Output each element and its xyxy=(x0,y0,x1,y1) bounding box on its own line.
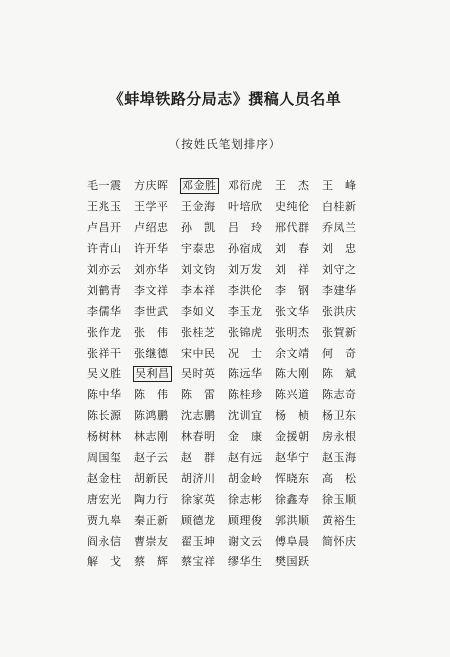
person-name: 陶力行 xyxy=(134,492,169,506)
name-cell xyxy=(321,326,368,340)
name-cell xyxy=(180,263,227,277)
person-name: 邓金胜 xyxy=(182,179,217,193)
name-row xyxy=(86,176,368,197)
name-cell xyxy=(321,179,368,193)
name-cell xyxy=(133,221,180,235)
name-cell xyxy=(274,472,321,486)
name-row xyxy=(86,260,368,281)
person-name: 许青山 xyxy=(87,242,122,256)
person-name: 刘鹤青 xyxy=(87,283,122,297)
name-cell xyxy=(274,388,321,402)
name-row xyxy=(86,531,368,552)
name-cell xyxy=(180,388,227,402)
person-name: 张桂芝 xyxy=(181,325,216,339)
name-cell xyxy=(133,305,180,319)
name-cell xyxy=(180,535,227,549)
person-name: 王兆玉 xyxy=(87,200,122,214)
name-cell xyxy=(133,366,180,382)
person-name: 卢昌开 xyxy=(87,221,122,235)
name-cell xyxy=(274,367,321,381)
person-name: 李如义 xyxy=(181,304,216,318)
name-row xyxy=(86,239,368,260)
person-name: 陈志奇 xyxy=(322,388,357,402)
name-cell xyxy=(180,555,227,569)
name-cell xyxy=(274,493,321,507)
name-cell xyxy=(321,263,368,277)
name-cell xyxy=(274,326,321,340)
name-cell xyxy=(321,200,368,214)
name-row xyxy=(86,280,368,301)
name-cell xyxy=(133,493,180,507)
name-cell xyxy=(227,221,274,235)
person-name: 金援朝 xyxy=(275,430,310,444)
name-cell xyxy=(321,242,368,256)
name-cell xyxy=(227,200,274,214)
name-cell xyxy=(274,284,321,298)
name-cell xyxy=(180,284,227,298)
name-row xyxy=(86,489,368,510)
name-cell xyxy=(133,284,180,298)
name-cell xyxy=(133,472,180,486)
name-cell xyxy=(274,514,321,528)
person-name: 蔡宝祥 xyxy=(181,555,216,569)
name-cell xyxy=(227,430,274,444)
person-name: 沈志鹏 xyxy=(181,409,216,423)
name-cell xyxy=(180,178,227,194)
name-cell xyxy=(86,367,133,381)
person-name: 李 钢 xyxy=(275,283,310,297)
person-name: 宋中民 xyxy=(181,346,216,360)
name-cell xyxy=(86,451,133,465)
name-cell xyxy=(274,555,321,569)
name-cell xyxy=(227,535,274,549)
person-name: 李洪伦 xyxy=(228,283,263,297)
name-cell xyxy=(133,263,180,277)
name-cell xyxy=(133,200,180,214)
name-cell xyxy=(227,472,274,486)
person-name: 孙宿成 xyxy=(228,242,263,256)
name-cell xyxy=(227,347,274,361)
name-cell xyxy=(321,221,368,235)
person-name: 方庆晖 xyxy=(134,179,169,193)
name-cell xyxy=(180,305,227,319)
person-name: 胡新民 xyxy=(134,471,169,485)
person-name: 房永根 xyxy=(322,430,357,444)
name-cell xyxy=(274,430,321,444)
person-name: 解 戈 xyxy=(87,555,122,569)
name-cell xyxy=(180,514,227,528)
person-name: 李文祥 xyxy=(134,283,169,297)
person-name: 况 士 xyxy=(228,346,263,360)
name-cell xyxy=(180,221,227,235)
name-cell xyxy=(227,514,274,528)
name-cell xyxy=(133,326,180,340)
person-name: 胡济川 xyxy=(181,471,216,485)
person-name: 吕 玲 xyxy=(228,221,263,235)
person-name: 傅阜晨 xyxy=(275,534,310,548)
name-cell xyxy=(86,472,133,486)
name-cell xyxy=(227,555,274,569)
name-cell xyxy=(227,367,274,381)
name-row xyxy=(86,364,368,385)
name-row xyxy=(86,385,368,406)
person-name: 陈 斌 xyxy=(322,367,357,381)
name-cell xyxy=(274,263,321,277)
name-cell xyxy=(321,472,368,486)
person-name: 刘文钧 xyxy=(181,263,216,276)
person-name: 杨卫东 xyxy=(322,409,357,423)
name-cell xyxy=(133,242,180,256)
person-name: 叶培欣 xyxy=(228,200,263,214)
name-row xyxy=(86,301,368,322)
name-cell xyxy=(227,451,274,465)
person-name: 张锦虎 xyxy=(228,325,263,339)
name-cell xyxy=(274,242,321,256)
name-cell xyxy=(227,284,274,298)
name-cell xyxy=(133,555,180,569)
person-name: 刘亦华 xyxy=(134,263,169,276)
person-name: 吴义胜 xyxy=(87,367,122,381)
person-name: 恽晓东 xyxy=(275,471,310,485)
person-name: 宇泰忠 xyxy=(181,242,216,256)
person-name: 乔凤兰 xyxy=(322,221,357,235)
name-cell xyxy=(133,514,180,528)
person-name: 吴时英 xyxy=(181,367,216,381)
name-cell xyxy=(133,388,180,402)
name-row xyxy=(86,448,368,469)
person-name: 陈兴道 xyxy=(275,388,310,402)
name-cell xyxy=(321,388,368,402)
name-cell xyxy=(180,242,227,256)
person-name: 李儒华 xyxy=(87,304,122,318)
name-cell xyxy=(180,493,227,507)
name-row xyxy=(86,510,368,531)
name-cell xyxy=(133,430,180,444)
person-name: 卢绍忠 xyxy=(134,221,169,235)
name-cell xyxy=(133,535,180,549)
person-name: 赵华宁 xyxy=(275,451,310,465)
name-cell xyxy=(274,451,321,465)
person-name: 陈 伟 xyxy=(134,388,169,402)
name-cell xyxy=(86,326,133,340)
person-name: 王 峰 xyxy=(322,179,357,193)
name-cell xyxy=(274,305,321,319)
name-cell xyxy=(274,535,321,549)
person-name: 缪华生 xyxy=(228,555,263,569)
person-name: 张明杰 xyxy=(275,325,310,339)
name-cell xyxy=(321,409,368,423)
person-name: 徐鑫寿 xyxy=(275,492,310,506)
person-name: 赵玉海 xyxy=(322,451,357,465)
person-name: 刘 祥 xyxy=(275,263,310,276)
person-name: 张祥干 xyxy=(87,346,122,360)
person-name: 刘万发 xyxy=(228,263,263,276)
name-cell xyxy=(227,242,274,256)
person-name: 贾九皋 xyxy=(87,513,122,527)
name-cell xyxy=(86,200,133,214)
person-name: 林春明 xyxy=(181,430,216,444)
name-cell xyxy=(321,305,368,319)
person-name: 张賀新 xyxy=(322,325,357,339)
name-cell xyxy=(86,263,133,277)
name-row xyxy=(86,406,368,427)
person-name: 郭洪顺 xyxy=(275,513,310,527)
name-cell xyxy=(86,555,133,569)
person-name: 赵有远 xyxy=(228,451,263,465)
name-cell xyxy=(321,284,368,298)
person-name: 徐玉顺 xyxy=(322,492,357,506)
name-cell xyxy=(321,493,368,507)
name-cell xyxy=(321,367,368,381)
person-name: 刘守之 xyxy=(322,263,357,276)
name-cell xyxy=(180,472,227,486)
person-name: 张 伟 xyxy=(134,325,169,339)
person-name: 金 康 xyxy=(228,430,263,444)
person-name: 简怀庆 xyxy=(322,534,357,548)
name-cell xyxy=(274,200,321,214)
person-name: 张洪庆 xyxy=(322,304,357,318)
name-row xyxy=(86,427,368,448)
name-cell xyxy=(86,409,133,423)
name-cell xyxy=(227,493,274,507)
name-cell xyxy=(227,326,274,340)
person-name: 李玉龙 xyxy=(228,304,263,318)
person-name: 白桂新 xyxy=(322,200,357,214)
person-name: 邢代群 xyxy=(275,221,310,235)
person-name: 王 杰 xyxy=(275,179,310,193)
person-name: 赵金柱 xyxy=(87,471,122,485)
name-cell xyxy=(86,388,133,402)
name-cell xyxy=(133,347,180,361)
name-cell xyxy=(321,430,368,444)
name-cell xyxy=(321,451,368,465)
person-name: 沈训宜 xyxy=(228,409,263,423)
person-name: 徐志彬 xyxy=(228,492,263,506)
name-cell xyxy=(274,179,321,193)
person-name: 周国玺 xyxy=(87,451,122,465)
person-name: 翟玉坤 xyxy=(181,534,216,548)
person-name: 陈远华 xyxy=(228,367,263,381)
name-cell xyxy=(274,409,321,423)
person-name: 刘亦云 xyxy=(87,263,122,276)
person-name: 王金海 xyxy=(181,200,216,214)
name-row xyxy=(86,197,368,218)
name-cell xyxy=(133,179,180,193)
name-cell xyxy=(86,242,133,256)
person-name: 杨树林 xyxy=(87,430,122,444)
name-cell xyxy=(227,305,274,319)
person-name: 王学平 xyxy=(134,200,169,214)
name-cell xyxy=(133,409,180,423)
person-name: 陈中华 xyxy=(87,388,122,402)
person-name: 赵子云 xyxy=(134,451,169,465)
person-name: 秦正新 xyxy=(134,513,169,527)
person-name: 许开华 xyxy=(134,242,169,256)
person-name: 谢文云 xyxy=(228,534,263,548)
name-cell xyxy=(86,221,133,235)
name-cell xyxy=(274,221,321,235)
person-name: 陈鸿鹏 xyxy=(134,409,169,423)
person-name: 毛一震 xyxy=(87,179,122,193)
person-name: 樊国跃 xyxy=(275,555,310,569)
person-name: 徐家英 xyxy=(181,492,216,506)
person-name: 李本祥 xyxy=(181,283,216,297)
person-name: 史纯伦 xyxy=(275,200,310,214)
name-cell xyxy=(86,179,133,193)
name-cell xyxy=(180,200,227,214)
person-name: 刘 春 xyxy=(275,242,310,256)
person-name: 李世武 xyxy=(134,304,169,318)
document-title: 《蚌埠铁路分局志》撰稿人员名单 xyxy=(108,90,342,108)
person-name: 张继德 xyxy=(134,346,169,360)
name-row xyxy=(86,343,368,364)
person-name: 吴利昌 xyxy=(135,367,170,381)
person-name: 陈长源 xyxy=(87,409,122,423)
name-cell xyxy=(180,367,227,381)
person-name: 顾德龙 xyxy=(181,513,216,527)
person-name: 唐宏光 xyxy=(87,492,122,506)
person-name: 杨 桢 xyxy=(275,409,310,423)
name-row xyxy=(86,468,368,489)
name-row xyxy=(86,322,368,343)
name-row xyxy=(86,218,368,239)
person-name: 阎永信 xyxy=(87,534,122,548)
name-cell xyxy=(180,409,227,423)
person-name: 陈大刚 xyxy=(275,367,310,381)
person-name: 曹崇友 xyxy=(134,534,169,548)
person-name: 陈桂珍 xyxy=(228,388,263,402)
person-name: 何 奇 xyxy=(322,346,357,360)
person-name: 余文靖 xyxy=(275,346,310,360)
name-cell xyxy=(227,388,274,402)
name-cell xyxy=(227,179,274,193)
name-cell xyxy=(133,451,180,465)
person-name: 刘 忠 xyxy=(322,242,357,256)
name-cell xyxy=(86,284,133,298)
name-row xyxy=(86,552,368,573)
person-name: 李建华 xyxy=(322,283,357,297)
name-list-grid xyxy=(86,176,368,573)
name-cell xyxy=(86,514,133,528)
name-cell xyxy=(321,535,368,549)
name-cell xyxy=(321,514,368,528)
name-cell xyxy=(180,326,227,340)
person-name: 顾理俊 xyxy=(228,513,263,527)
name-cell xyxy=(86,535,133,549)
person-name: 张作龙 xyxy=(87,325,122,339)
name-cell xyxy=(274,347,321,361)
person-name: 张文华 xyxy=(275,304,310,318)
name-cell xyxy=(180,451,227,465)
person-name: 黄裕生 xyxy=(322,513,357,527)
document-subtitle: （按姓氏笔划排序） xyxy=(168,137,282,151)
name-cell xyxy=(180,347,227,361)
person-name: 赵 群 xyxy=(181,451,216,465)
name-cell xyxy=(227,409,274,423)
person-name: 陈 雷 xyxy=(181,388,216,402)
person-name: 蔡 辉 xyxy=(134,555,169,569)
person-name: 邓衍虎 xyxy=(228,179,263,193)
person-name: 胡金岭 xyxy=(228,471,263,485)
name-cell xyxy=(86,430,133,444)
person-name: 孙 凯 xyxy=(181,221,216,235)
name-cell xyxy=(86,493,133,507)
name-cell xyxy=(227,263,274,277)
name-cell xyxy=(86,305,133,319)
name-cell xyxy=(321,347,368,361)
person-name: 林志刚 xyxy=(134,430,169,444)
name-cell xyxy=(180,430,227,444)
name-cell xyxy=(86,347,133,361)
person-name: 高 松 xyxy=(322,471,357,485)
